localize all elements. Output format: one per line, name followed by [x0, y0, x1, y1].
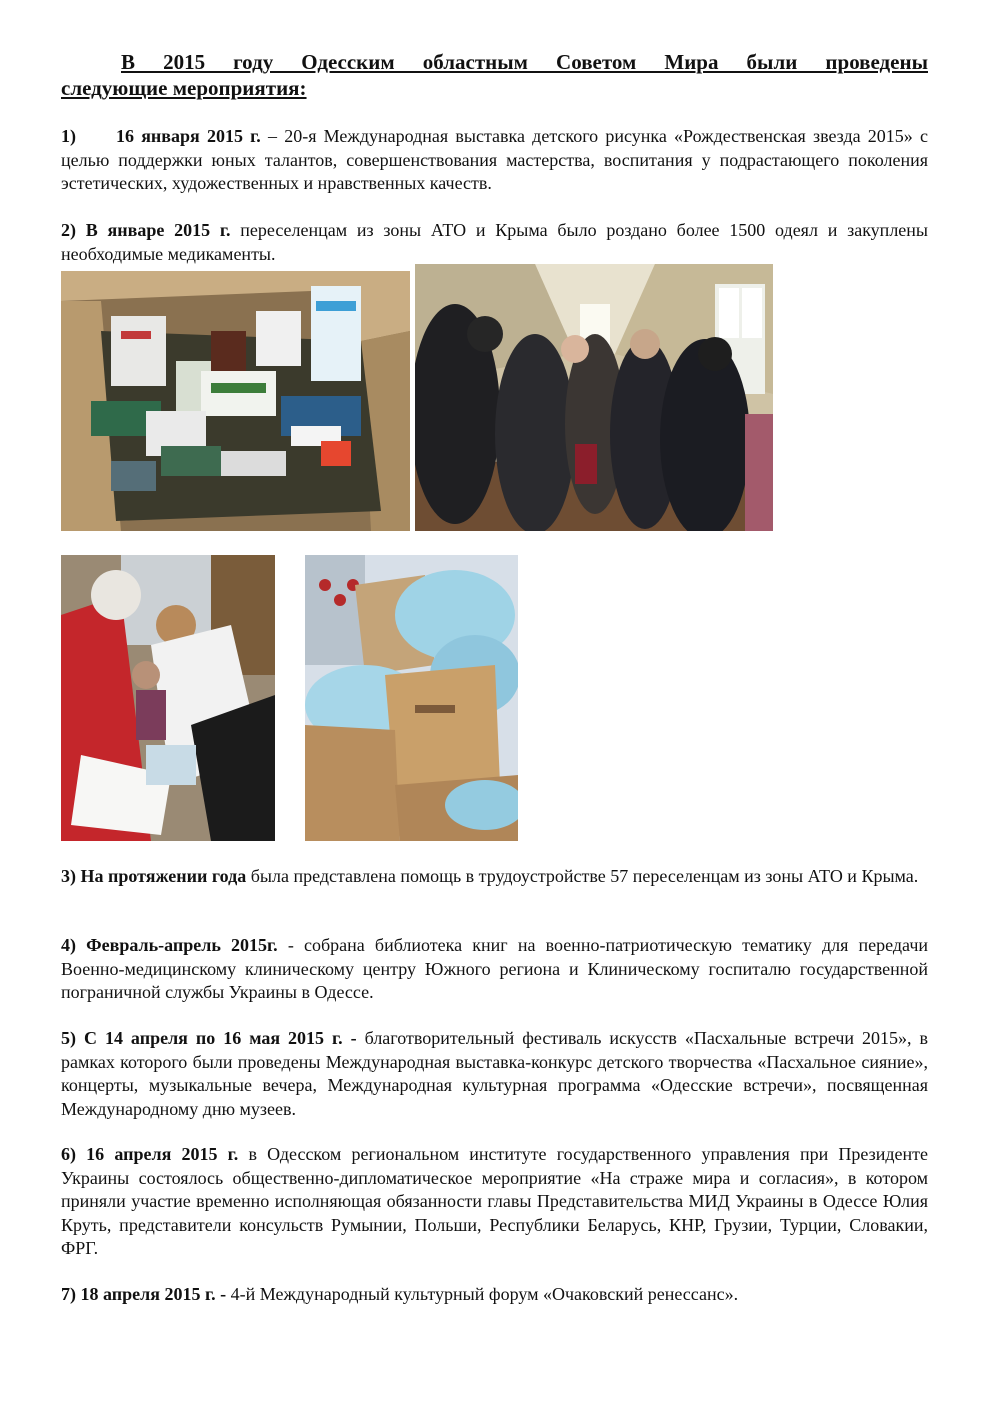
event-item-3-text: была представлена помощь в трудоустройстве 57 переселенцам из зоны АТО и Крыма.: [246, 866, 919, 886]
event-item-6-date: 16 апреля 2015 г.: [86, 1144, 239, 1164]
event-item-6: [61, 1143, 928, 1261]
event-item-2: [61, 219, 928, 266]
document-title: [61, 49, 928, 101]
event-item-7-text: 4-й Международный культурный форум «Очаковский ренессанс».: [226, 1284, 739, 1304]
event-item-5-date: С 14 апреля по 16 мая 2015 г. -: [83, 1028, 357, 1048]
event-item-6-text: в Одесском региональном институте государственного управления при Президенте Украины состоялось общественно-дипломатическое мероприятие «На страже мира и согласия», в котором приняли участие временно исполняющая обязанности главы Представительства МИД Украины в Одессе Юлия Круть, представители консульств Румынии, Польши, Республики Беларусь, КНР, Грузии, Турции, Словакии, ФРГ.: [61, 1144, 929, 1258]
title-line-1: В 2015 году Одесским областным Советом Мира были проведены: [121, 50, 928, 74]
event-item-4-text: - собрана библиотека книг на военно-патриотическую тематику для передачи Военно-медицинскому клиническому центру Южного региона и Клиническому госпиталю государственной пограничной службы Украины в Одессе.: [61, 935, 929, 1002]
event-item-2-number: 2): [61, 220, 76, 240]
event-item-5: [61, 1027, 928, 1121]
photo-corridor-crowd: [415, 264, 773, 531]
event-item-3-number: 3): [61, 866, 76, 886]
event-item-1: [61, 125, 928, 196]
event-item-1-number: 1): [61, 126, 76, 146]
event-item-3: [61, 865, 928, 889]
title-line-2: следующие мероприятия:: [61, 76, 307, 100]
event-item-1-date: 16 января 2015 г.: [116, 126, 261, 146]
event-item-2-text: переселенцам из зоны АТО и Крыма было роздано более 1500 одеял и закуплены необходимые медикаменты.: [61, 220, 929, 264]
event-item-4-number: 4): [61, 935, 76, 955]
event-item-7-number: 7): [61, 1284, 76, 1304]
photo-blankets-boxes: [305, 555, 518, 841]
photo-registration: [61, 555, 275, 841]
event-item-5-number: 5): [61, 1028, 76, 1048]
event-item-2-date: В январе 2015 г.: [85, 220, 231, 240]
event-item-7: [61, 1283, 928, 1307]
event-item-1-text: – 20-я Международная выставка детского рисунка «Рождественская звезда 2015» с целью поддержки юных талантов, совершенствования мастерства, воспитания у подрастающего поколения эстетических, художественных и нравственных качеств.: [61, 126, 928, 193]
event-item-7-date: 18 апреля 2015 г. -: [80, 1284, 227, 1304]
event-item-6-number: 6): [61, 1144, 76, 1164]
event-item-5-text: благотворительный фестиваль искусств «Пасхальные встречи 2015», в рамках которого были проведены Международная выставка-конкурс детского творчества «Пасхальное сияние», концерты, музыкальные вечера, Международная культурная программа «Одесские встречи», посвященная Международному дню музеев.: [61, 1028, 929, 1119]
event-item-3-date: На протяжении года: [80, 866, 247, 886]
photo-medicines-box: [61, 271, 410, 531]
event-item-4: [61, 934, 928, 1005]
event-item-4-date: Февраль-апрель 2015г.: [86, 935, 278, 955]
